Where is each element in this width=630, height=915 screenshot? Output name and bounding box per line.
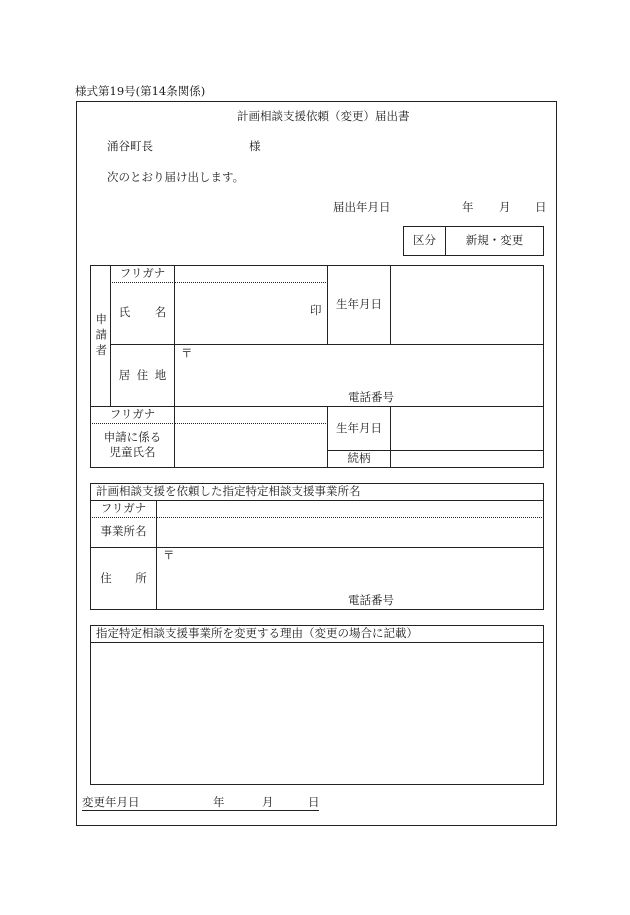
child-furigana-label: フリガナ (109, 407, 156, 422)
applicant-name-field (174, 282, 328, 345)
child-name-label-line2: 児童氏名 (109, 445, 156, 459)
applicant-section-cell (90, 265, 111, 407)
submission-date-month-unit: 月 (499, 200, 511, 214)
child-name-field (174, 423, 328, 468)
applicant-name-label: 氏名 (118, 305, 191, 320)
office-phone-label: 電話番号 (348, 593, 394, 607)
office-furigana-label-cell (90, 500, 157, 518)
child-birthdate-field (390, 406, 544, 451)
child-name-label-cell (90, 423, 175, 468)
office-furigana-label: フリガナ (100, 500, 147, 515)
office-name-label-cell (90, 517, 157, 548)
office-header-cell (90, 483, 544, 501)
change-date-year-unit: 年 (213, 795, 225, 809)
office-name-field (156, 517, 544, 548)
child-furigana-label-cell (90, 406, 175, 424)
applicant-birthdate-field (390, 265, 544, 345)
category-value: 新規・変更 (465, 233, 524, 248)
category-label-cell (403, 226, 446, 256)
child-birthdate-label: 生年月日 (336, 420, 382, 435)
change-reason-field (90, 642, 544, 785)
applicant-furigana-label: フリガナ (119, 266, 166, 281)
change-date-month-unit: 月 (262, 795, 274, 809)
office-header: 計画相談支援を依頼した指定特定相談支援事業所名 (96, 484, 361, 499)
child-relationship-label: 続柄 (347, 451, 371, 466)
applicant-birthdate-label: 生年月日 (336, 297, 382, 312)
submission-date-day-unit: 日 (535, 200, 547, 214)
office-address-field (156, 547, 544, 610)
category-label: 区分 (413, 233, 436, 248)
change-reason-header-cell (90, 625, 544, 643)
form-title: 計画相談支援依頼（変更）届出書 (237, 109, 410, 123)
office-address-label: 住所 (100, 570, 171, 585)
applicant-name-label-cell (110, 282, 191, 345)
statement-text: 次のとおり届け出します。 (107, 170, 245, 184)
applicant-address-label: 居住地 (118, 367, 173, 382)
seal-mark: 印 (310, 303, 322, 317)
applicant-furigana-label-cell (110, 265, 175, 283)
category-value-cell (445, 226, 544, 256)
change-date-label: 変更年月日 (82, 795, 140, 809)
child-name-label-line1: 申請に係る (103, 429, 162, 444)
child-relationship-field (390, 450, 544, 468)
office-furigana-field (156, 500, 544, 518)
applicant-address-label-cell (110, 344, 175, 407)
child-relationship-label-cell (327, 450, 391, 468)
addressee-honorific: 様 (249, 139, 261, 153)
change-date-day-unit: 日 (308, 795, 320, 809)
change-date-row (82, 796, 319, 811)
applicant-birthdate-label-cell (327, 265, 391, 345)
child-furigana-field (174, 406, 328, 424)
office-name-label: 事業所名 (100, 524, 147, 539)
postal-mark: 〒 (181, 346, 193, 360)
change-reason-header: 指定特定相談支援事業所を変更する理由（変更の場合に記載） (96, 626, 418, 641)
submission-date-year-unit: 年 (462, 200, 474, 214)
addressee-name: 涌谷町長 (107, 139, 153, 153)
applicant-furigana-field (174, 265, 328, 283)
office-address-label-cell (90, 547, 171, 610)
applicant-section-label: 申請者 (94, 312, 109, 360)
office-postal-mark: 〒 (163, 548, 175, 562)
applicant-address-field (174, 344, 544, 407)
applicant-phone-label: 電話番号 (348, 390, 394, 404)
submission-date-label: 届出年月日 (333, 200, 391, 214)
child-birthdate-label-cell (327, 406, 391, 451)
form-number: 様式第19号(第14条関係) (75, 84, 206, 98)
